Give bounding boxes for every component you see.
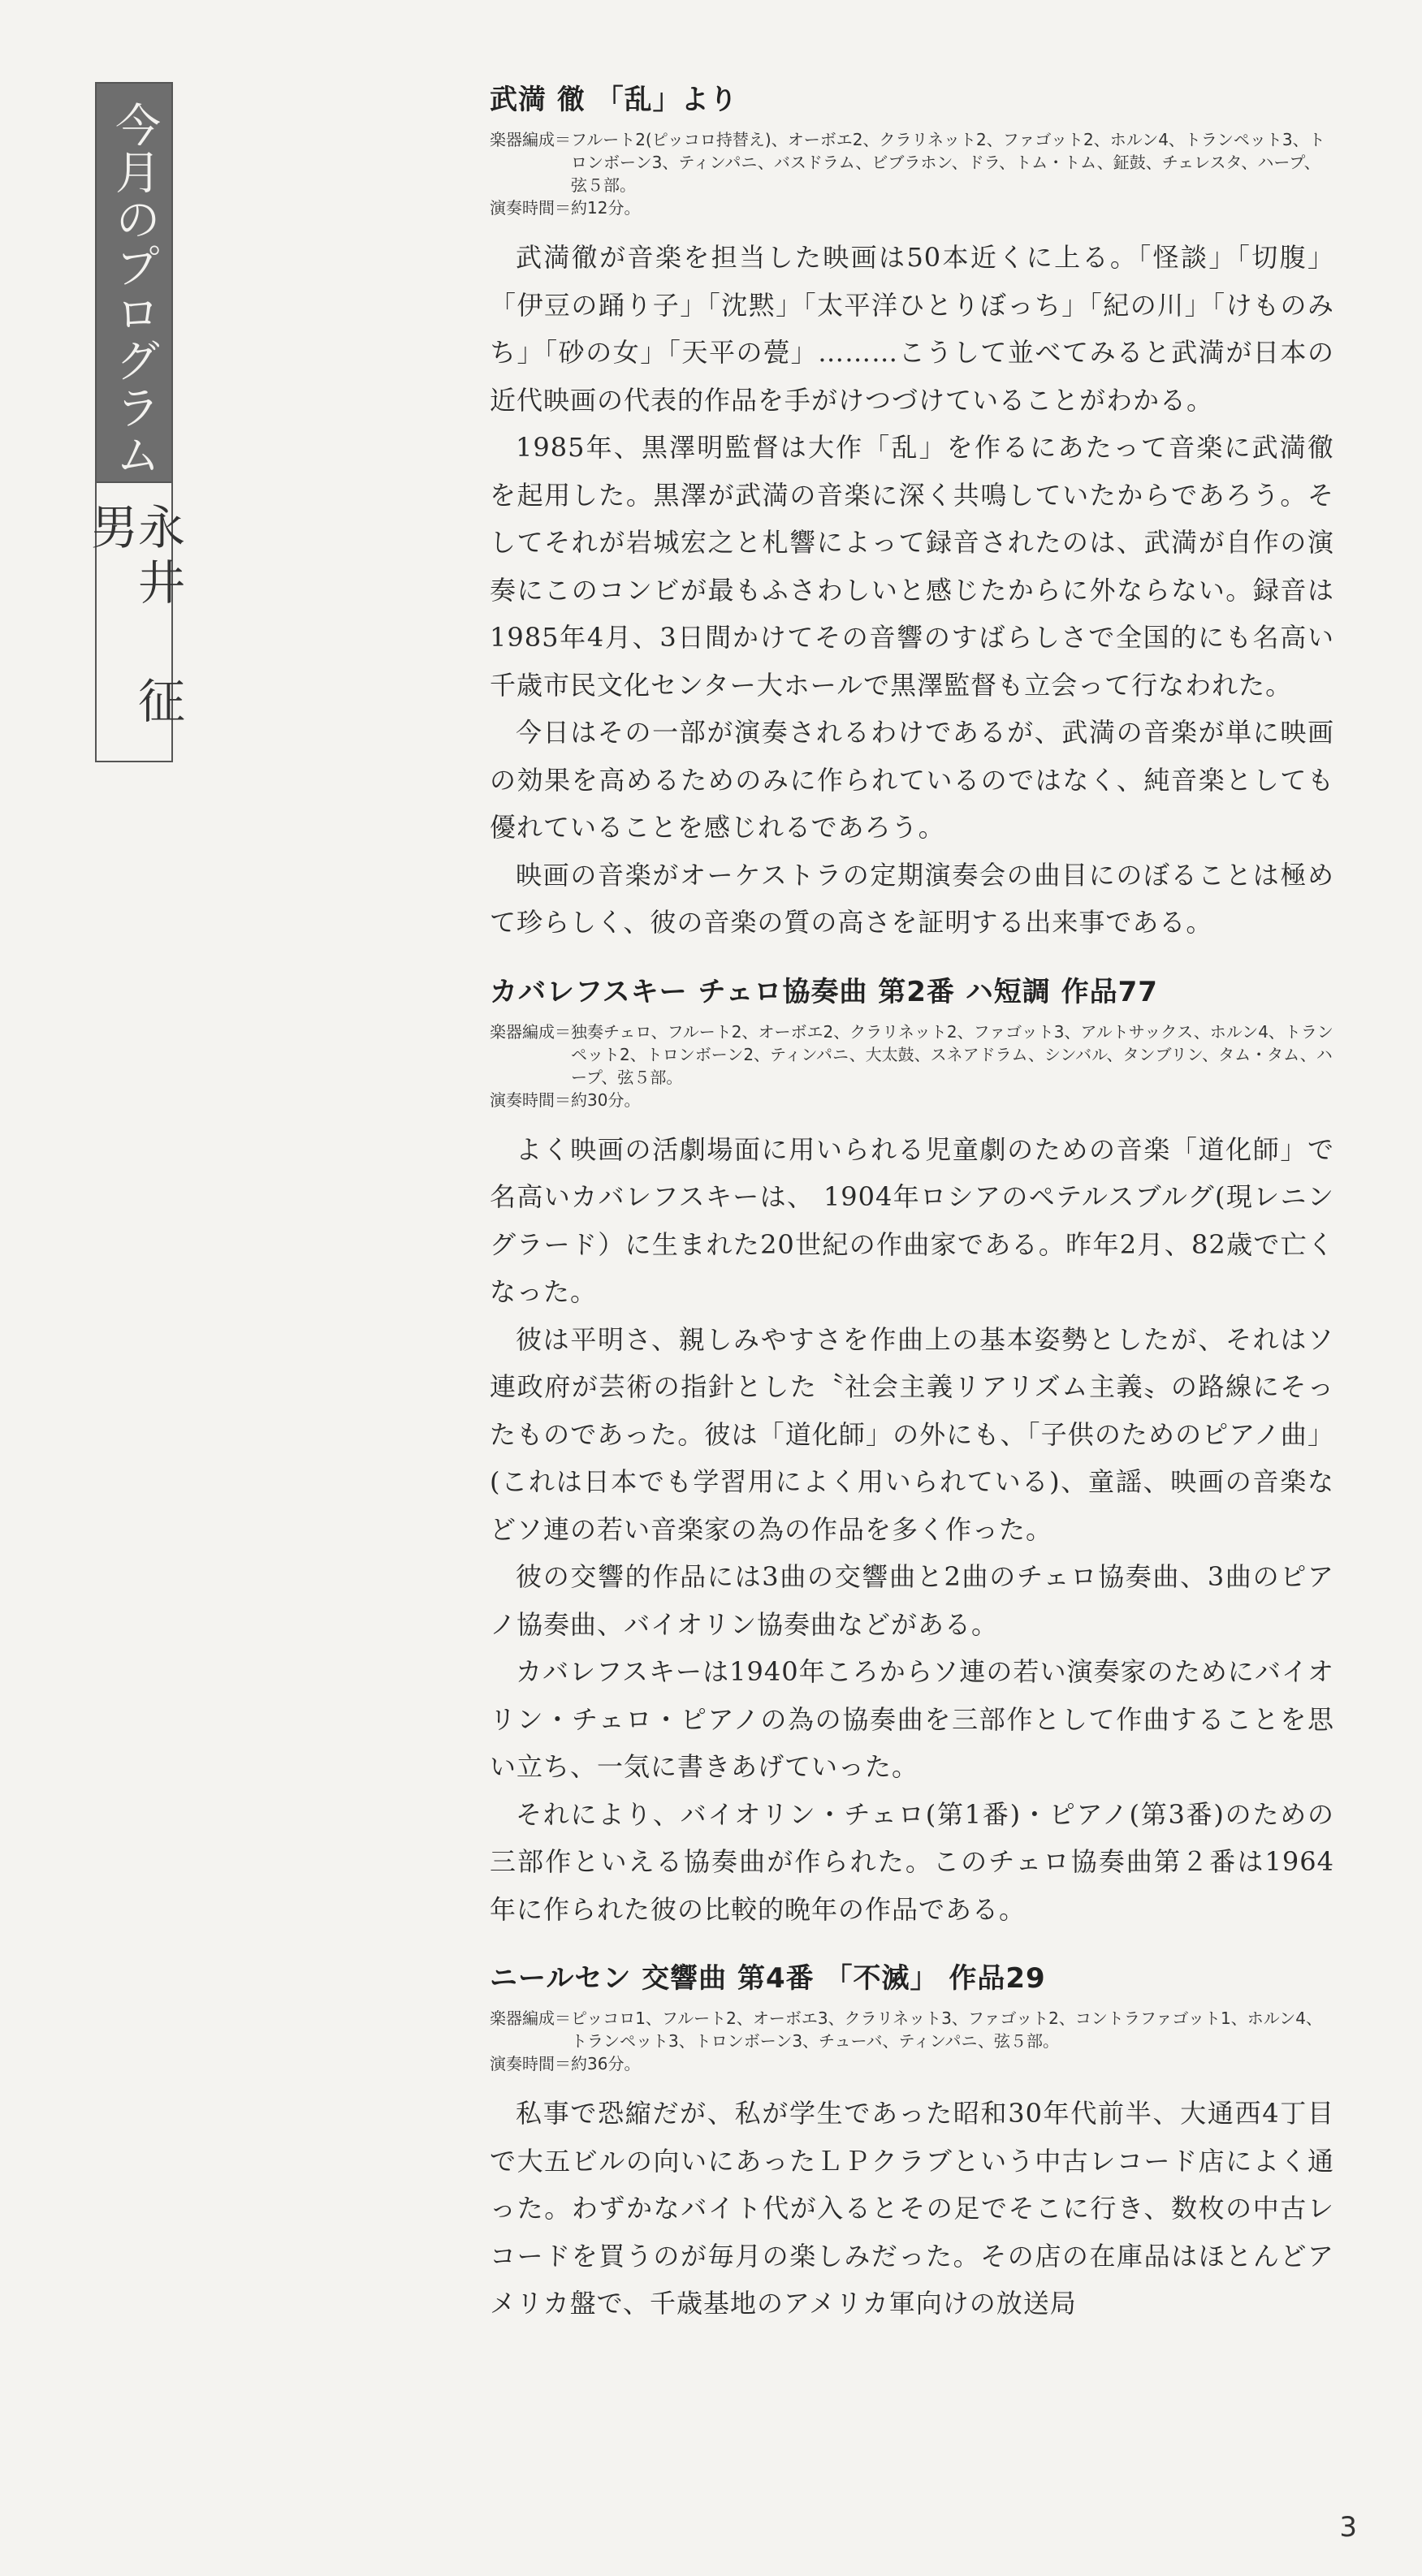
program-section-kabalevsky <box>490 969 1334 1934</box>
orchestration-text: ピッコロ1、フルート2、オーボエ3、クラリネット3、ファゴット2、コントラファゴット1、ホルン4、トランペット3、トロンボーン3、チューバ、ティンパニ、弦５部。 <box>571 2009 1322 2051</box>
section-title: 武満 徹 「乱」より <box>490 84 738 116</box>
paragraph: カバレフスキーは1940年ころからソ連の若い演奏家のためにバイオリン・チェロ・ピアノの為の協奏曲を三部作として作曲することを思い立ち、一気に書きあげていった。 <box>490 1656 1334 1782</box>
duration-text: 演奏時間＝約30分。 <box>490 1090 641 1110</box>
sidebar-heading: 今月のプログラム <box>108 101 161 478</box>
section-title: カバレフスキー チェロ協奏曲 第2番 ハ短調 作品77 <box>490 975 1158 1008</box>
sidebar-heading-box <box>97 84 171 481</box>
orchestration-text: 独奏チェロ、フルート2、オーボエ2、クラリネット2、ファゴット3、アルトサックス、ホルン4、トランペット2、トロンボーン2、ティンパニ、大太鼓、スネアドラム、シンバル、タンブリン、タム・タム、ハープ、弦５部。 <box>571 1021 1333 1087</box>
paragraph: 武満徹が音楽を担当した映画は50本近くに上る。「怪談」「切腹」「伊豆の踊り子」「沈黙」「太平洋ひとりぼっち」「紀の川」「けものみち」「砂の女」「天平の甍」………こうして並べてみると武満が日本の近代映画の代表的作品を手がけつづけていることがわかる。 <box>490 242 1334 416</box>
duration-text: 演奏時間＝約12分。 <box>490 198 641 218</box>
paragraph: よく映画の活劇場面に用いられる児童劇のための音楽「道化師」で名高いカバレフスキーは、 1904年ロシアのペテルスブルグ(現レニングラード）に生まれた20世紀の作曲家である。昨年2月、82歳で亡くなった。 <box>490 1133 1334 1307</box>
program-section-nielsen <box>490 1956 1334 2328</box>
duration-text: 演奏時間＝約36分。 <box>490 2054 641 2073</box>
section-title: ニールセン 交響曲 第4番 「不滅」 作品29 <box>490 1962 1046 1995</box>
paragraph: 1985年、黒澤明監督は大作「乱」を作るにあたって音楽に武満徹を起用した。黒澤が武満の音楽に深く共鳴していたからであろう。そしてそれが岩城宏之と札響によって録音されたのは、武満が自作の演奏にこのコンビが最もふさわしいと感じたからに外ならない。録音は1985年4月、3日間かけてその音響のすばらしさで全国的にも名高い千歳市民文化センター大ホールで黒澤監督も立会って行なわれた。 <box>490 432 1334 701</box>
sidebar-author-box <box>83 481 185 761</box>
page-number: 3 <box>1339 2511 1357 2544</box>
section-meta <box>490 2007 1334 2075</box>
paragraph: 映画の音楽がオーケストラの定期演奏会の曲目にのぼることは極めて珍らしく、彼の音楽の質の高さを証明する出来事である。 <box>490 859 1334 938</box>
sidebar <box>83 82 185 762</box>
section-meta <box>490 1020 1334 1111</box>
paragraph: 彼の交響的作品には3曲の交響曲と2曲のチェロ協奏曲、3曲のピアノ協奏曲、バイオリン協奏曲などがある。 <box>490 1561 1334 1640</box>
orchestration-text: フルート2(ピッコロ持替え)、オーボエ2、クラリネット2、ファゴット2、ホルン4、トランペット3、トロンボーン3、ティンパニ、バスドラム、ビブラホン、ドラ、トム・トム、鉦鼓、チェレスタ、ハープ、弦５部。 <box>571 130 1325 195</box>
orchestration-label: 楽器編成＝ <box>490 2009 571 2028</box>
section-meta <box>490 128 1334 219</box>
paragraph: 今日はその一部が演奏されるわけであるが、武満の音楽が単に映画の効果を高めるためのみに作られているのではなく、純音楽としても優れていることを感じれるであろう。 <box>490 717 1334 843</box>
paragraph: それにより、バイオリン・チェロ(第1番)・ピアノ(第3番)のための三部作といえる協奏曲が作られた。このチェロ協奏曲第２番は1964年に作られた彼の比較的晩年の作品である。 <box>490 1798 1334 1925</box>
orchestration-label: 楽器編成＝ <box>490 1021 571 1042</box>
sidebar-author: 永井 征男 <box>83 503 185 731</box>
orchestration-label: 楽器編成＝ <box>490 130 571 149</box>
paragraph: 私事で恐縮だが、私が学生であった昭和30年代前半、大通西4丁目で大五ビルの向いにあったＬＰクラブという中古レコード店によく通った。わずかなバイト代が入るとその足でそこに行き、数枚の中古レコードを買うのが毎月の楽しみだった。その店の在庫品はほとんどアメリカ盤で、千歳基地のアメリカ軍向けの放送局 <box>490 2098 1334 2319</box>
paragraph: 彼は平明さ、親しみやすさを作曲上の基本姿勢としたが、それはソ連政府が芸術の指針とした〝社会主義リアリズム主義〟の路線にそったものであった。彼は「道化師」の外にも、「子供のためのピアノ曲」(これは日本でも学習用によく用いられている)、童謡、映画の音楽などソ連の若い音楽家の為の作品を多く作った。 <box>490 1323 1334 1545</box>
program-section-takemitsu <box>490 77 1334 947</box>
main-column <box>490 77 1334 2350</box>
